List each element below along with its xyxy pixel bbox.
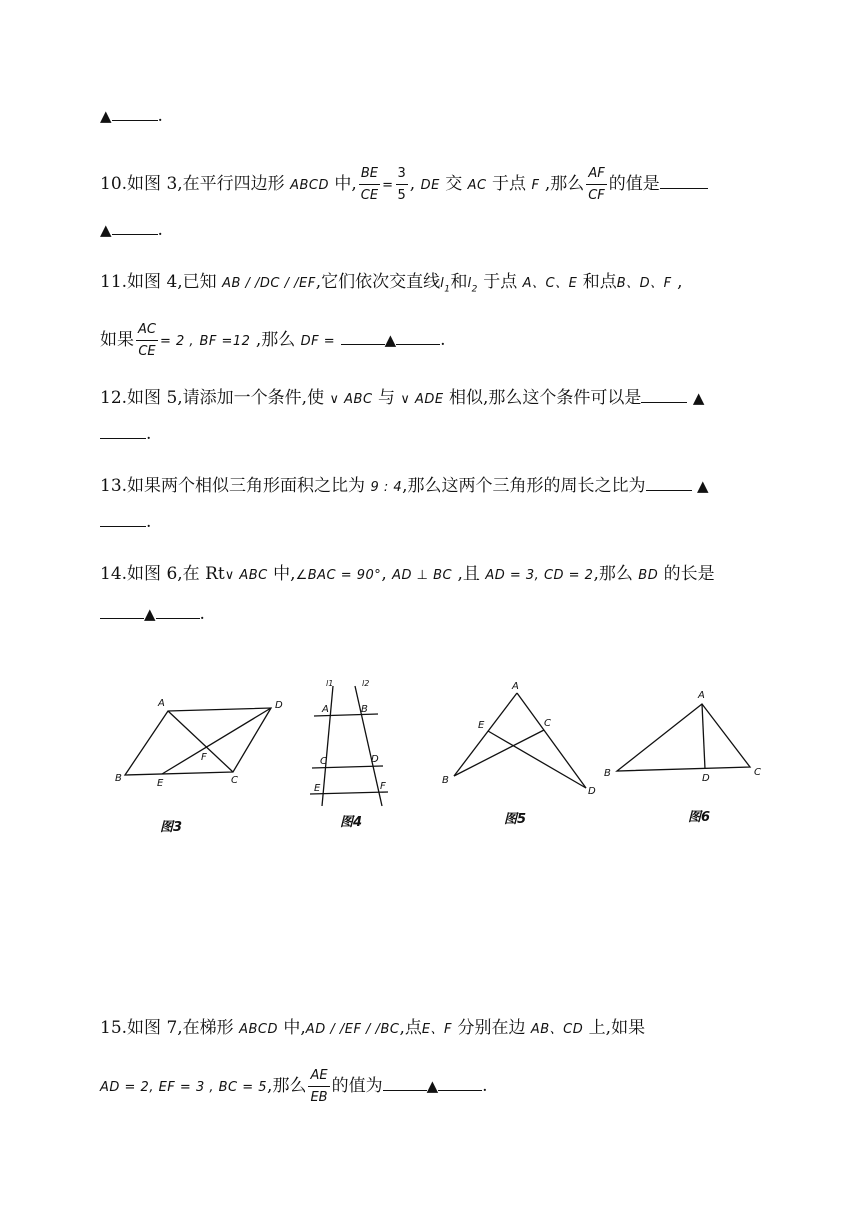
fig3-label-B: B [115, 773, 122, 784]
fig5-label-C: C [544, 718, 551, 729]
fig3-label-E: E [157, 778, 164, 789]
figure-5-caption: 图5 [504, 812, 527, 827]
figure-6-diagram [617, 704, 750, 771]
answer-blank [641, 386, 687, 403]
answer-blank [112, 218, 158, 235]
fraction-ac-ce: $\frac{AC}{CE}$ [138, 322, 156, 359]
question-10: 10.如图 3,在平行四边形 ABCD 中, $\frac{BE}{CE}$ = $\frac{3}{5}$ , DE 交 AC 于点 F ,那么 $\frac{AF}{CF}$ 的值是 [100, 166, 708, 203]
answer-triangle-icon: ▲ [144, 605, 156, 623]
fig3-label-C: C [231, 775, 238, 786]
fig3-label-D: D [275, 700, 283, 711]
fig6-label-D: D [702, 773, 710, 784]
answer-blank [383, 1074, 427, 1091]
fig4-label-E: E [314, 783, 321, 794]
fraction-ae-eb: $\frac{AE}{EB}$ [310, 1068, 328, 1105]
answer-triangle-icon: ▲ [692, 389, 705, 407]
question-13: 13.如果两个相似三角形面积之比为 9 : 4,那么这两个三角形的周长之比为 ▲ [100, 476, 709, 496]
question-10-cont: ▲ . [100, 220, 163, 240]
answer-blank [646, 474, 692, 491]
answer-blank [341, 328, 385, 345]
answer-blank [438, 1074, 482, 1091]
answer-triangle-icon: ▲ [100, 221, 112, 239]
fig4-label-D: D [371, 754, 379, 765]
question-11: 11.如图 4,已知 AB / /DC / /EF,它们依次交直线$l_1$和$l_2$ 于点 A、C、E 和点B、D、F , [100, 272, 683, 295]
question-14: 14.如图 6,在 Rt∨ ABC 中,∠BAC = 90°, AD ⊥ BC ,且 AD = 3, CD = 2,那么 BD 的长是 [100, 564, 715, 584]
fig3-label-A: A [158, 698, 165, 709]
fig3-label-F: F [201, 752, 207, 763]
fig5-label-A: A [512, 681, 519, 692]
fig5-label-D: D [588, 786, 596, 797]
question-15: 15.如图 7,在梯形 ABCD 中,AD / /EF / /BC,点E、F 分别在边 AB、CD 上,如果 [100, 1018, 646, 1038]
answer-triangle-icon: ▲ [100, 107, 112, 125]
fraction-af-cf: $\frac{AF}{CF}$ [588, 166, 605, 203]
fig5-label-B: B [442, 775, 449, 786]
question-12-cont: . [100, 422, 151, 446]
answer-triangle-icon: ▲ [426, 1077, 439, 1095]
answer-blank [100, 510, 146, 527]
figures-svg [0, 660, 867, 840]
fig6-label-A: A [698, 690, 705, 701]
fig4-label-l2: l2 [362, 679, 370, 688]
fig6-label-C: C [754, 767, 761, 778]
question-11-cont: 如果 $\frac{AC}{CE}$ = 2 , BF =12 ,那么 DF = ▲ . [100, 322, 446, 359]
figure-3-diagram [125, 708, 271, 775]
figure-4-caption: 图4 [340, 815, 363, 830]
fig4-label-C: C [320, 756, 327, 767]
fraction-be-ce: $\frac{BE}{CE}$ [360, 166, 379, 203]
fig4-label-A: A [322, 704, 329, 715]
fig4-label-B: B [361, 704, 368, 715]
answer-blank [156, 602, 200, 619]
fig4-label-l1: l1 [326, 679, 334, 688]
figure-6-caption: 图6 [688, 810, 711, 825]
question-12: 12.如图 5,请添加一个条件,使 ∨ ABC 与 ∨ ADE 相似,那么这个条件可以是 ▲ [100, 388, 705, 408]
fraction-3-5: $\frac{3}{5}$ [397, 166, 406, 203]
question-13-cont: . [100, 510, 151, 534]
answer-triangle-icon: ▲ [384, 331, 397, 349]
fig6-label-B: B [604, 768, 611, 779]
fig4-label-F: F [380, 781, 386, 792]
fig5-label-E: E [478, 720, 485, 731]
figure-5-diagram [454, 693, 586, 788]
q9-answer-line: ▲ . [100, 106, 163, 126]
question-14-cont: ▲ . [100, 602, 205, 626]
answer-blank [660, 172, 708, 189]
answer-blank [100, 422, 146, 439]
answer-blank [100, 602, 144, 619]
answer-blank [396, 328, 440, 345]
figure-3-caption: 图3 [160, 820, 183, 835]
answer-triangle-icon: ▲ [696, 477, 709, 495]
question-15-cont: AD = 2, EF = 3 , BC = 5,那么 $\frac{AE}{EB}$ 的值为 ▲ . [100, 1068, 488, 1105]
answer-blank [112, 104, 158, 121]
